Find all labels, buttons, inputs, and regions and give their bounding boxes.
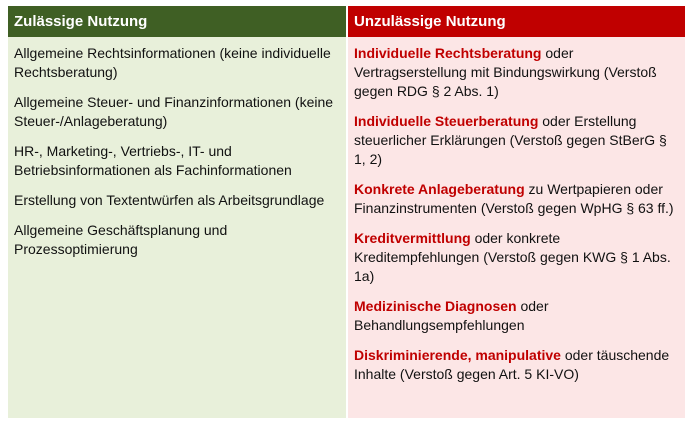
prohibited-item xyxy=(354,346,679,384)
usage-table xyxy=(8,6,685,418)
permitted-item: Allgemeine Geschäftsplanung und Prozessoptimierung xyxy=(14,222,228,257)
permitted-usage-column xyxy=(8,6,346,418)
permitted-item: HR-, Marketing-, Vertriebs-, IT- und Betriebsinformationen als Fachinformationen xyxy=(14,143,292,178)
prohibited-item xyxy=(354,229,679,286)
prohibited-item-text: oder Erstellung steuerlicher Erklärungen (Verstoß gegen StBerG § 1, 2) xyxy=(354,113,667,167)
prohibited-item-highlight: Diskriminierende, manipulative xyxy=(354,347,561,363)
prohibited-item-highlight: Medizinische Diagnosen xyxy=(354,298,517,314)
permitted-item: Allgemeine Rechtsinformationen (keine individuelle Rechtsberatung) xyxy=(14,45,331,80)
permitted-item: Allgemeine Steuer- und Finanzinformationen (keine Steuer-/Anlageberatung) xyxy=(14,94,334,129)
prohibited-item-highlight: Individuelle Steuerberatung xyxy=(354,113,539,129)
prohibited-item-text: zu Wertpapieren oder Finanzinstrumenten (Verstoß gegen WpHG § 63 ff.) xyxy=(354,181,674,216)
prohibited-item-highlight: Konkrete Anlageberatung xyxy=(354,181,525,197)
prohibited-item xyxy=(354,297,679,335)
prohibited-item-highlight: Individuelle Rechtsberatung xyxy=(354,45,542,61)
prohibited-item xyxy=(354,44,679,101)
prohibited-usage-header: Unzulässige Nutzung xyxy=(348,6,685,37)
prohibited-item-text: oder Vertragserstellung mit Bindungswirkung (Verstoß gegen RDG § 2 Abs. 1) xyxy=(354,45,657,99)
prohibited-item-text: oder Behandlungsempfehlungen xyxy=(354,298,549,333)
prohibited-item xyxy=(354,112,679,169)
prohibited-item-highlight: Kreditvermittlung xyxy=(354,230,471,246)
permitted-usage-list xyxy=(8,37,346,418)
prohibited-usage-list xyxy=(348,37,685,418)
prohibited-item-text: oder täuschende Inhalte (Verstoß gegen Art. 5 KI-VO) xyxy=(354,347,670,382)
permitted-usage-header: Zulässige Nutzung xyxy=(8,6,346,37)
prohibited-usage-column xyxy=(348,6,685,418)
prohibited-item-text: oder konkrete Kreditempfehlungen (Verstoß gegen KWG § 1 Abs. 1a) xyxy=(354,230,671,284)
permitted-item: Erstellung von Textentwürfen als Arbeitsgrundlage xyxy=(14,192,325,208)
prohibited-item xyxy=(354,180,679,218)
